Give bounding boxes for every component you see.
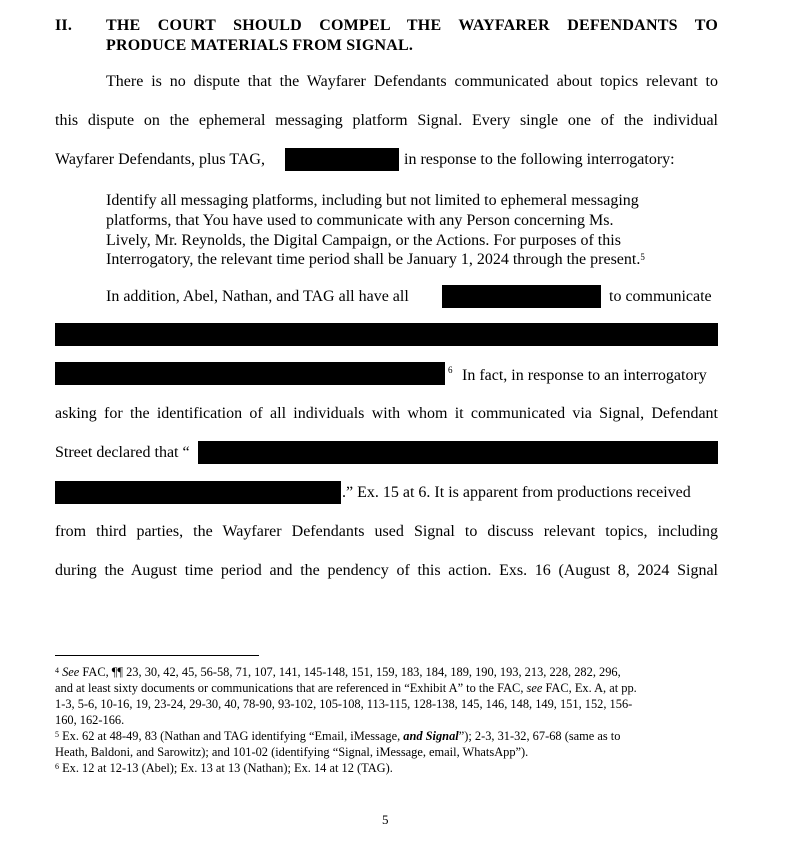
- quote-line3: Lively, Mr. Reynolds, the Digital Campaign, or the Actions. For purposes of this: [106, 232, 621, 249]
- footnote-ref-6-wrap: [448, 363, 453, 383]
- para2-line7: from third parties, the Wayfarer Defendants used Signal to discuss relevant topics, including: [55, 523, 718, 540]
- para2-line3: In fact, in response to an interrogatory: [462, 367, 707, 384]
- footnote-4-line3: 1-3, 5-6, 10-16, 19, 23-24, 29-30, 40, 78-90, 93-102, 105-108, 113-115, 128-138, 145, 146, 148, 149, 151, 152, 156-: [55, 697, 633, 711]
- section-heading-line2: PRODUCE MATERIALS FROM SIGNAL.: [106, 37, 414, 54]
- page-number: 5: [382, 812, 389, 827]
- section-number: II.: [55, 17, 73, 34]
- section-heading-line1: THE COURT SHOULD COMPEL THE WAYFARER DEFENDANTS TO: [106, 17, 718, 34]
- para2-line1b: to communicate: [609, 288, 712, 305]
- para1-line1: There is no dispute that the Wayfarer Defendants communicated about topics relevant to: [106, 73, 718, 90]
- footnote-ref-6: 6: [448, 365, 453, 375]
- para2-line6: .” Ex. 15 at 6. It is apparent from productions received: [342, 484, 691, 501]
- footnote-5-number: 5: [55, 730, 59, 739]
- para1-line3a: Wayfarer Defendants, plus TAG,: [55, 151, 265, 168]
- footnote-4-line2: and at least sixty documents or communications that are referenced in “Exhibit A” to the FAC, see FAC, Ex. A, at pp.: [55, 681, 637, 695]
- footnote-4-number: 4: [55, 666, 59, 675]
- para2-line8: during the August time period and the pendency of this action. Exs. 16 (August 8, 2024 Signal: [55, 562, 718, 579]
- footnote-4-line1: $^4$ See FAC, ¶¶ 23, 30, 42, 45, 56-58, 71, 107, 141, 145-148, 151, 159, 183, 184, 189, 190, 193, 213, 228, 282, 296,: [55, 665, 621, 679]
- para2-line5: Street declared that “: [55, 444, 190, 461]
- footnote-5-line2: Heath, Baldoni, and Sarowitz); and 101-02 (identifying “Signal, iMessage, email, WhatsApp”).: [55, 745, 529, 759]
- redaction-block: [442, 285, 601, 308]
- redaction-block: [198, 441, 718, 464]
- redaction-block: [285, 148, 399, 171]
- para2-line4: asking for the identification of all individuals with whom it communicated via Signal, Defendant: [55, 405, 718, 422]
- para1-line3b: in response to the following interrogatory:: [404, 151, 675, 168]
- quote-line2: platforms, that You have used to communicate with any Person concerning Ms.: [106, 212, 614, 229]
- redaction-block: [55, 362, 445, 385]
- para1-line2: this dispute on the ephemeral messaging platform Signal. Every single one of the individual: [55, 112, 718, 129]
- quote-line4: Interrogatory, the relevant time period shall be January 1, 2024 through the present.$^5$: [106, 251, 645, 268]
- footnote-separator: [55, 655, 259, 656]
- footnote-6-number: 6: [55, 762, 59, 771]
- redaction-block: [55, 481, 341, 504]
- footnote-4-line4: 160, 162-166.: [55, 713, 125, 727]
- quote-line1: Identify all messaging platforms, including but not limited to ephemeral messaging: [106, 192, 639, 209]
- footnote-ref-5: 5: [640, 252, 645, 262]
- redaction-block: [55, 323, 718, 346]
- para2-line1a: In addition, Abel, Nathan, and TAG all have all: [106, 288, 409, 305]
- footnote-6-line1: $^6$ Ex. 12 at 12-13 (Abel); Ex. 13 at 13 (Nathan); Ex. 14 at 12 (TAG).: [55, 761, 393, 775]
- footnote-5-line1: $^5$ Ex. 62 at 48-49, 83 (Nathan and TAG identifying “Email, iMessage, and Signal”); 2-3, 31-32, 67-68 (same as to: [55, 729, 621, 743]
